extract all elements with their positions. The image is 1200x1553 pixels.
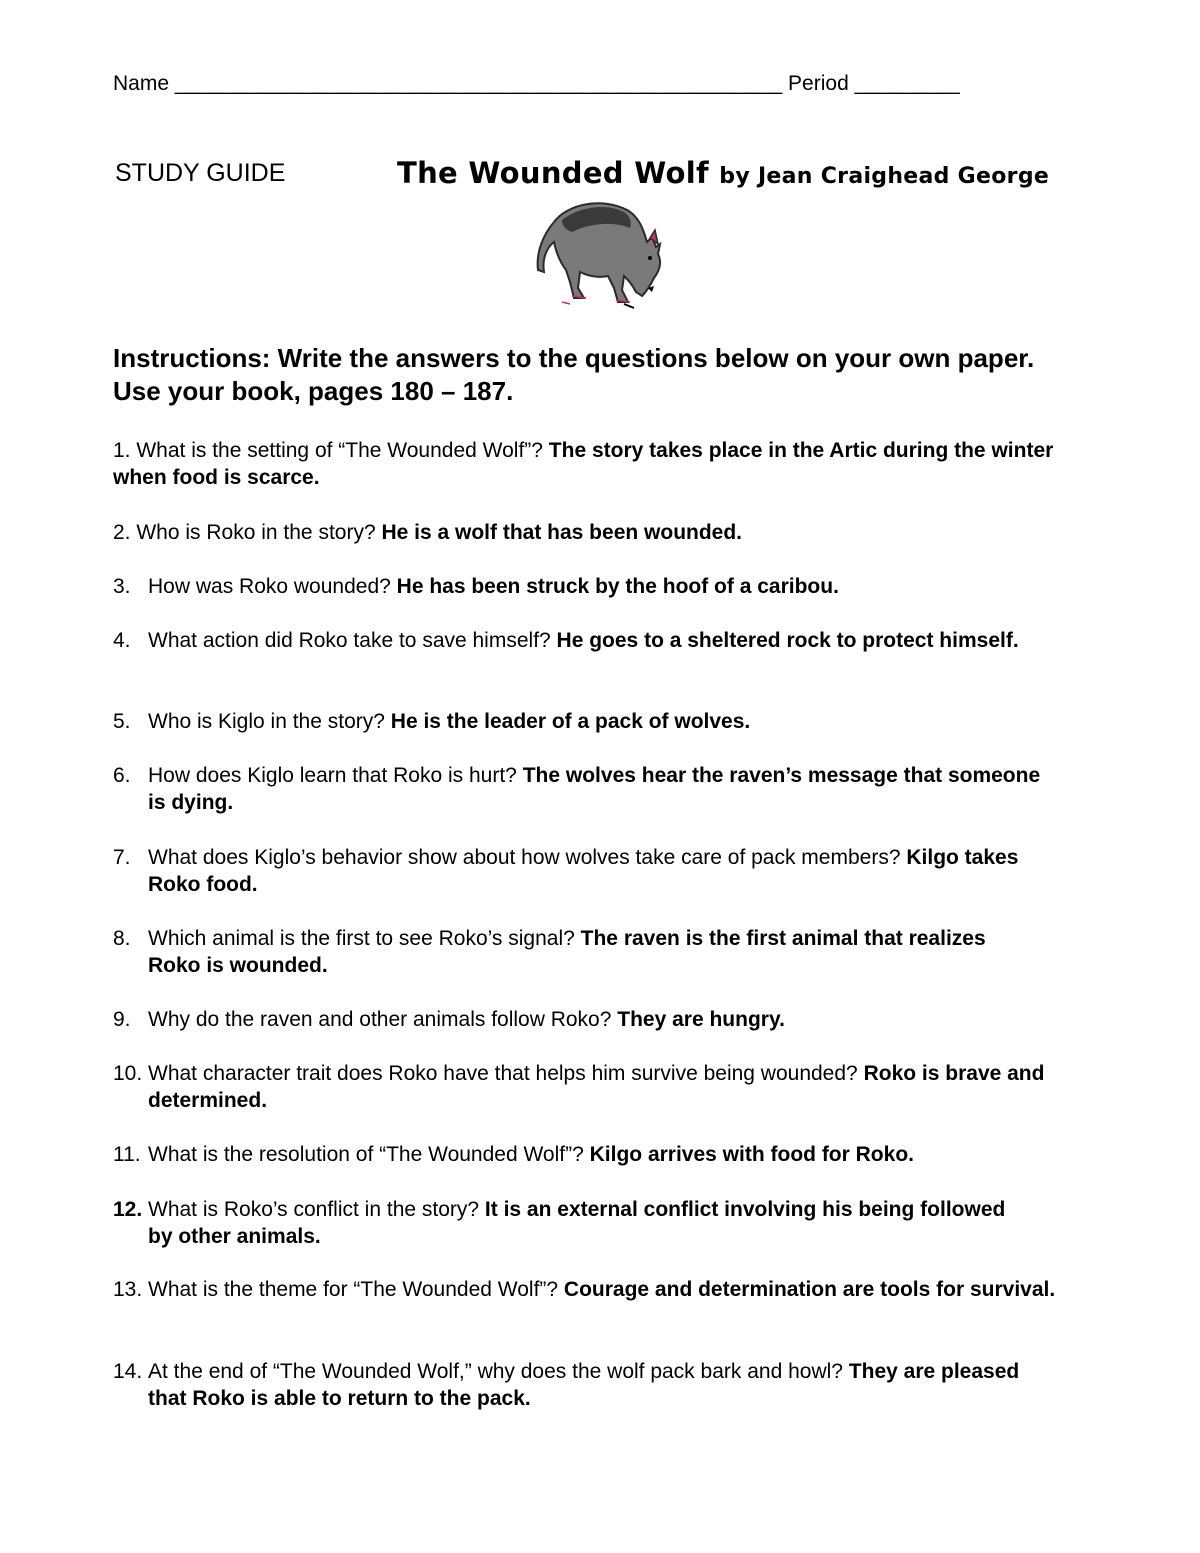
book-author: by Jean Craighead George [719, 164, 1050, 189]
question-item [113, 1358, 1093, 1412]
question-text: What is Roko’s conflict in the story? [148, 1198, 480, 1221]
question-number: 1. [113, 439, 131, 462]
question-item [113, 519, 1093, 546]
question-item [113, 925, 1093, 979]
answer-text: He is the leader of a pack of wolves. [390, 710, 751, 733]
question-text: How was Roko wounded? [148, 575, 391, 598]
question-text: Which animal is the first to see Roko’s signal? [148, 927, 575, 950]
question-text: Who is Roko in the story? [136, 521, 376, 544]
question-text: What action did Roko take to save himself? [148, 629, 551, 652]
question-item [113, 844, 1093, 898]
question-text: Why do the raven and other animals follow Roko? [148, 1008, 612, 1031]
question-text: What is the theme for “The Wounded Wolf”? [148, 1278, 559, 1301]
book-title [397, 156, 1049, 190]
question-text: What does Kiglo’s behavior show about how wolves take care of pack members? [148, 846, 901, 869]
question-number: 11. [113, 1143, 141, 1166]
answer-text: He has been struck by the hoof of a caribou. [396, 575, 839, 598]
title-row [115, 156, 1095, 196]
name-label: Name [113, 72, 170, 95]
question-item [113, 1141, 1093, 1168]
study-guide-label: STUDY GUIDE [115, 159, 286, 187]
question-number: 13. [113, 1278, 143, 1301]
question-item [113, 437, 1093, 491]
answer-text: Roko is brave and determined. [148, 1062, 1045, 1112]
answer-text: Kilgo takes Roko food. [148, 846, 1019, 896]
answer-text: They are pleased that Roko is able to return to the pack. [148, 1360, 1020, 1410]
question-text: Who is Kiglo in the story? [148, 710, 385, 733]
question-number: 8. [113, 927, 131, 950]
question-number: 9. [113, 1008, 131, 1031]
answer-text: The raven is the first animal that realizes Roko is wounded. [148, 927, 986, 977]
question-item [113, 1006, 1093, 1033]
question-number: 5. [113, 710, 131, 733]
question-number: 6. [113, 764, 131, 787]
answer-text: Kilgo arrives with food for Roko. [589, 1143, 914, 1166]
answer-text: The story takes place in the Artic during the winter when food is scarce. [113, 439, 1054, 489]
question-item [113, 762, 1093, 816]
question-number: 7. [113, 846, 131, 869]
book-title-text: The Wounded Wolf [397, 156, 709, 190]
question-text: At the end of “The Wounded Wolf,” why does the wolf pack bark and howl? [148, 1360, 843, 1383]
question-number: 12. [113, 1198, 143, 1221]
answer-text: Courage and determination are tools for survival. [563, 1278, 1056, 1301]
period-blank: _________ [854, 72, 960, 95]
wolf-illustration-icon [532, 192, 672, 314]
question-item [113, 1196, 1093, 1250]
question-number: 14. [113, 1360, 143, 1383]
answer-text: They are hungry. [617, 1008, 785, 1031]
name-period-line [113, 72, 1083, 96]
question-number: 10. [113, 1062, 143, 1085]
answer-text: He is a wolf that has been wounded. [381, 521, 743, 544]
question-item [113, 573, 1093, 600]
answer-text: He goes to a sheltered rock to protect himself. [556, 629, 1019, 652]
question-number: 4. [113, 629, 131, 652]
name-blank: ____________________________________________________ [174, 72, 783, 95]
question-item [113, 627, 1093, 654]
question-item [113, 1276, 1093, 1303]
question-number: 2. [113, 521, 131, 544]
question-text: What is the resolution of “The Wounded Wolf”? [148, 1143, 584, 1166]
question-number: 3. [113, 575, 131, 598]
question-item [113, 708, 1093, 735]
question-item [113, 1060, 1093, 1114]
question-text: How does Kiglo learn that Roko is hurt? [148, 764, 517, 787]
answer-text: It is an external conflict involving his being followed by other animals. [148, 1198, 1006, 1248]
instructions: Instructions: Write the answers to the questions below on your own paper. Use your book, pages 180 – 187. [113, 343, 1035, 406]
period-label: Period [788, 72, 849, 95]
question-text: What character trait does Roko have that helps him survive being wounded? [148, 1062, 858, 1085]
question-text: What is the setting of “The Wounded Wolf”? [136, 439, 543, 462]
answer-text: The wolves hear the raven’s message that someone is dying. [148, 764, 1041, 814]
